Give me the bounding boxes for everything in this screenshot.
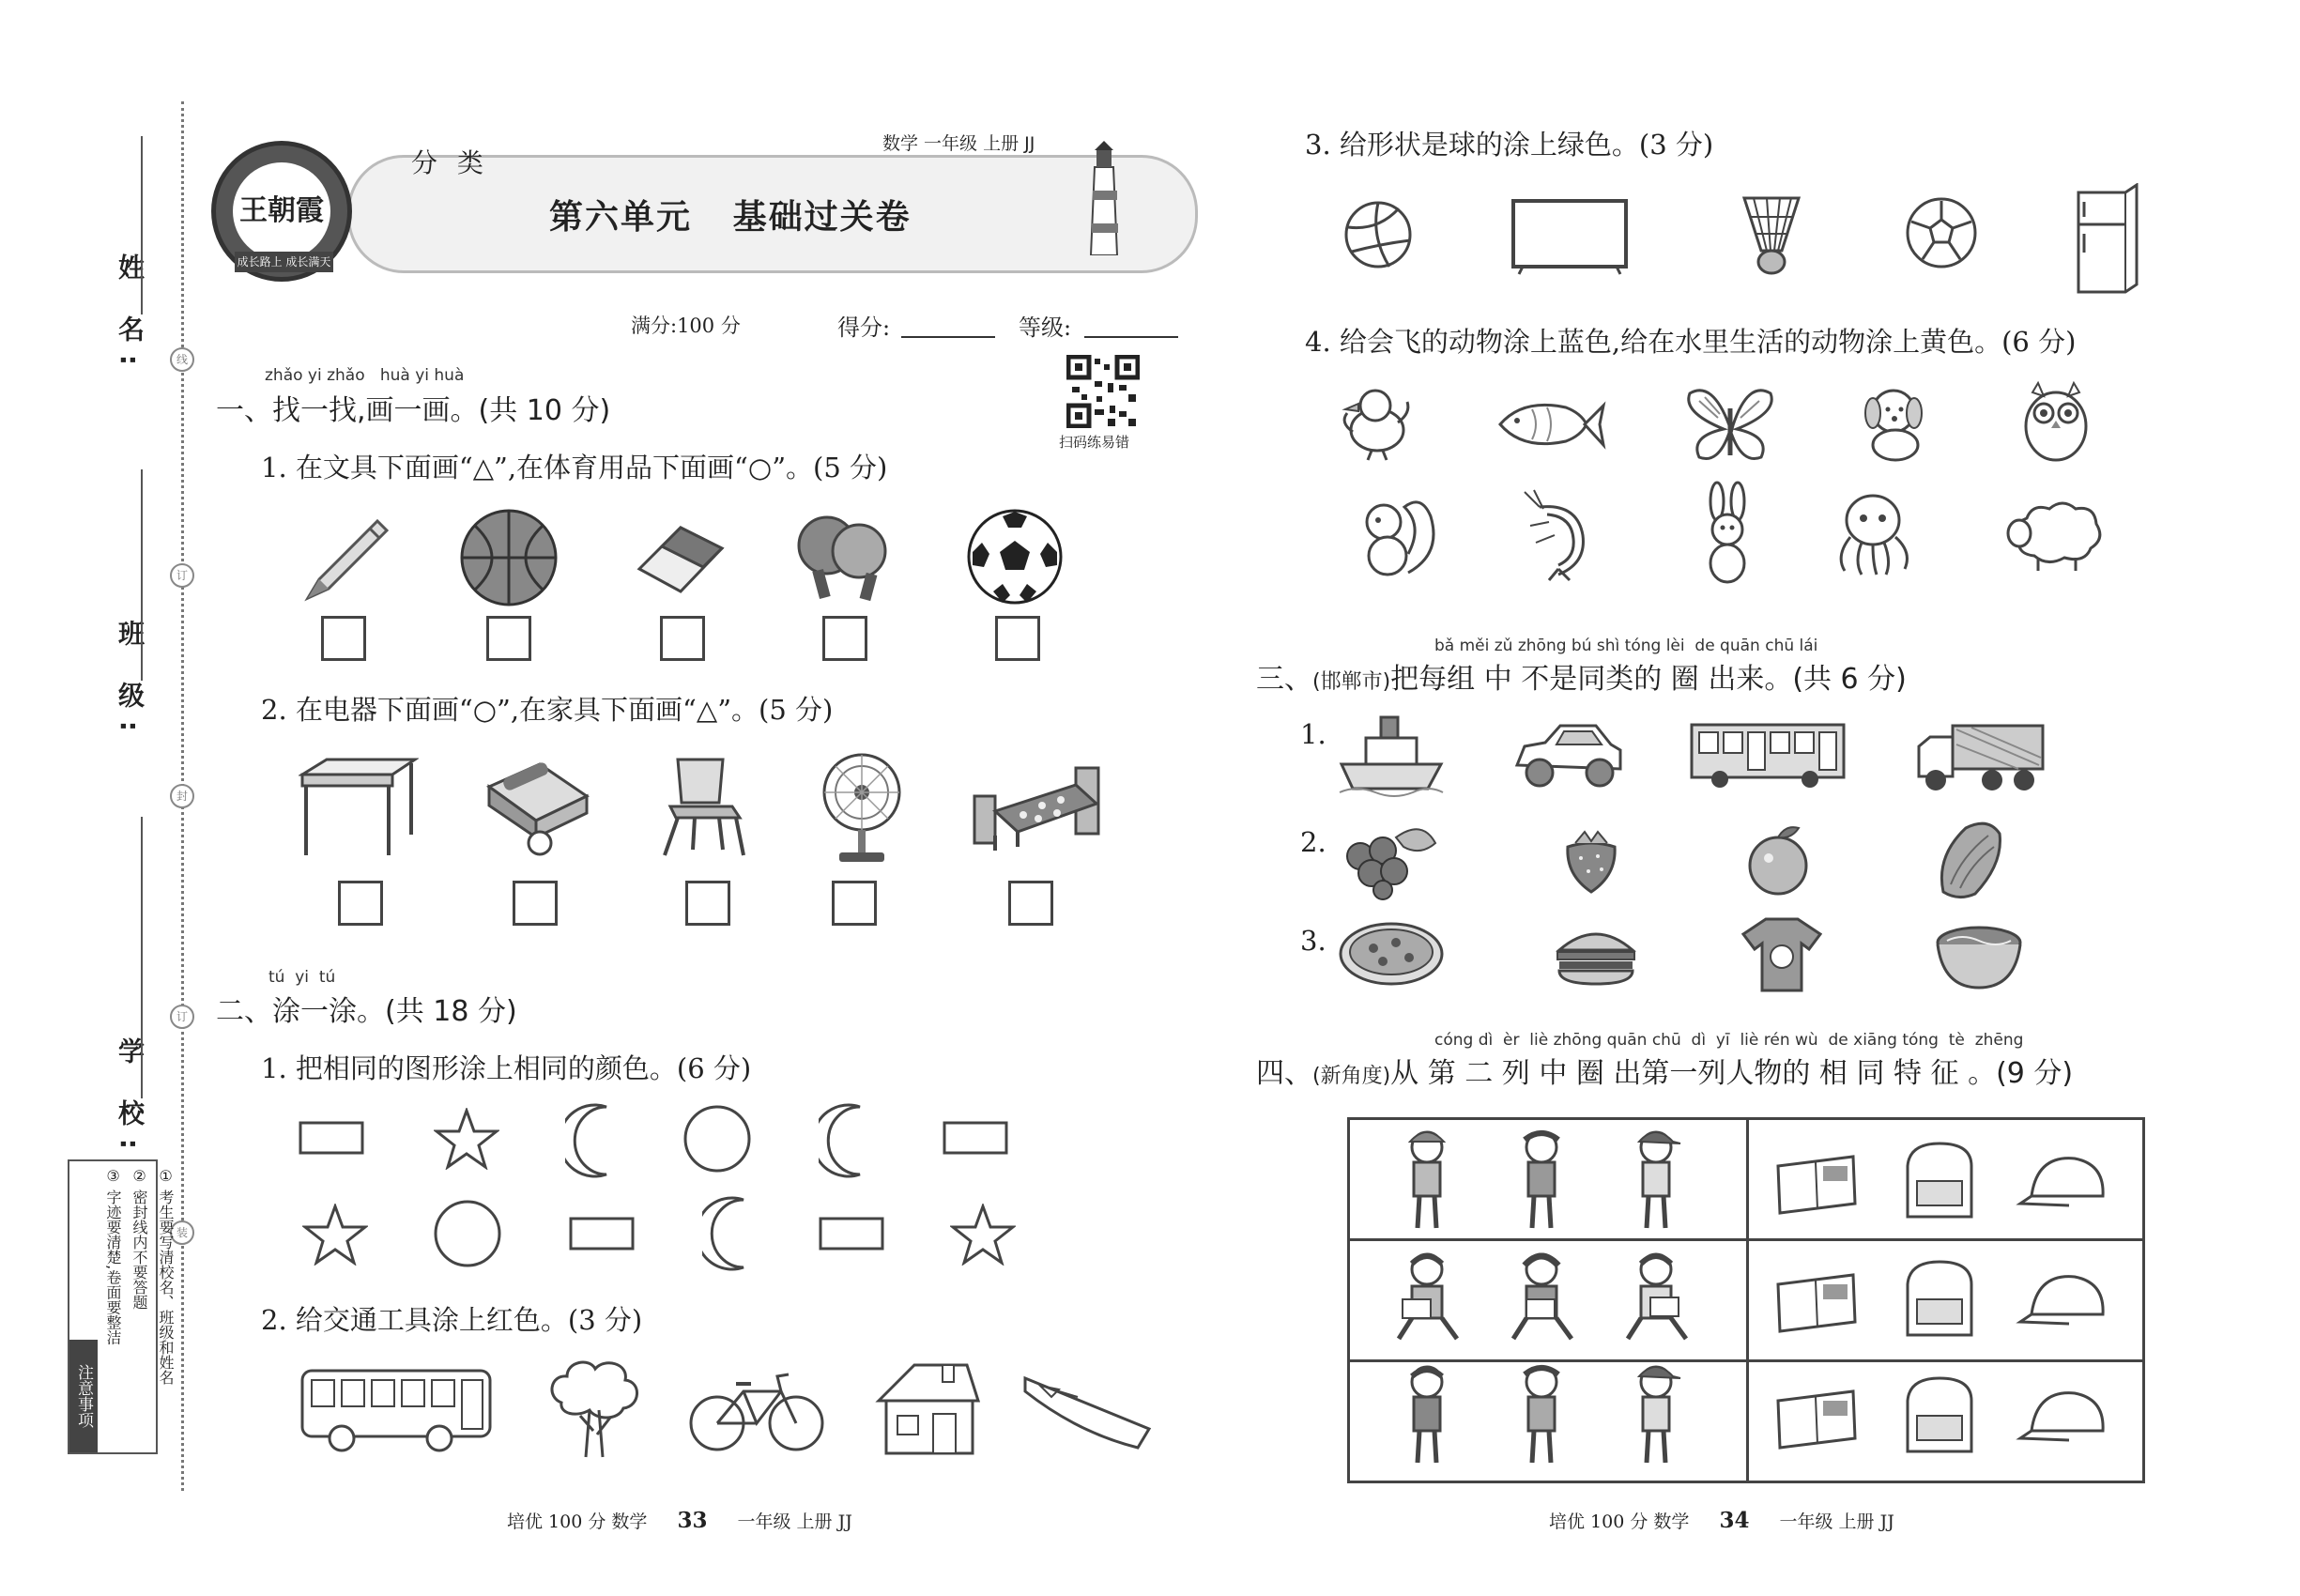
section2-pinyin: tú yi tú (268, 968, 336, 987)
bed-icon (967, 760, 1103, 854)
score-label: 得分: (837, 315, 891, 341)
name-blank[interactable] (141, 136, 143, 315)
pencil-icon (299, 512, 392, 606)
car-icon[interactable] (1511, 718, 1626, 791)
answer-box[interactable] (685, 881, 730, 926)
question-2-2: 2. 给交通工具涂上红色。(3 分) (261, 1304, 643, 1336)
crescent-shape[interactable] (565, 1103, 621, 1178)
people-row-3 (1389, 1358, 1709, 1468)
page-title: 第六单元 基础过关卷 (549, 198, 912, 237)
puppy-icon[interactable] (1854, 385, 1931, 464)
sheep-icon[interactable] (2004, 496, 2108, 575)
orange-icon[interactable] (1744, 822, 1812, 898)
group-number: 2. (1300, 826, 1326, 858)
footer-left-suffix: 一年级 上册 JJ (737, 1512, 852, 1532)
circle-shape[interactable] (432, 1198, 503, 1269)
notice-item: ① 考生要写清校名、班级和姓名 (157, 1167, 175, 1386)
child-with-cap-icon (1410, 1132, 1444, 1228)
circle-shape[interactable] (682, 1103, 753, 1174)
people-row-1 (1389, 1123, 1709, 1234)
star-shape[interactable] (434, 1108, 499, 1170)
school-label: 学 校: (115, 1037, 146, 1162)
lighthouse-icon (1087, 139, 1121, 255)
answer-box[interactable] (1008, 881, 1053, 926)
section4-region: (新角度) (1312, 1065, 1391, 1088)
footer-left (507, 1508, 852, 1533)
subject-line: 数学 一年级 上册 JJ (882, 133, 1035, 154)
boy-reading-icon (1399, 1254, 1457, 1339)
octopus-icon[interactable] (1826, 490, 1920, 578)
boat-icon[interactable] (1021, 1373, 1153, 1451)
girl-icon (1525, 1367, 1558, 1463)
backpack-icon[interactable] (1908, 1143, 1971, 1217)
class-blank[interactable] (141, 469, 143, 681)
boy-with-cap-icon (1639, 1367, 1680, 1463)
grade-blank[interactable] (1084, 336, 1178, 338)
footer-left-prefix: 培优 100 分 数学 (507, 1512, 648, 1532)
section1-title: 一、找一找,画一画。(共 10 分) (216, 394, 611, 427)
full-score: 满分:100 分 (631, 315, 741, 337)
book-icon[interactable] (1778, 1157, 1855, 1213)
rectangle-shape[interactable] (569, 1215, 636, 1254)
people-row-2 (1389, 1241, 1709, 1352)
boy-reading-icon (1628, 1254, 1686, 1339)
score-blank[interactable] (901, 336, 995, 338)
items-row-3 (1774, 1373, 2122, 1457)
section4-text: 从 第 二 列 中 圈 出第一列人物的 相 同 特 征 。(9 分) (1390, 1057, 2074, 1090)
bicycle-icon[interactable] (687, 1369, 826, 1455)
section4-pinyin: cóng dì èr liè zhōng quān chū dì yī liè rén wù de xiāng tóng tè zhēng (1434, 1031, 2024, 1050)
notice-items (100, 1167, 178, 1385)
question-1-2: 2. 在电器下面画“○”,在家具下面画“△”。(5 分) (261, 694, 834, 726)
group-number: 3. (1300, 925, 1326, 957)
cabbage-icon[interactable] (1934, 819, 2005, 899)
answer-box[interactable] (321, 616, 366, 661)
logo-ribbon: 成长路上 成长满天 (235, 252, 333, 272)
refrigerator-icon[interactable] (2075, 183, 2140, 296)
items-row-1 (1774, 1138, 2122, 1222)
noodle-bowl-icon[interactable] (1934, 920, 2024, 991)
qr-caption: 扫码练易错 (1059, 434, 1130, 451)
section1-pinyin: zhǎo yi zhǎo huà yi huà (265, 366, 465, 385)
section4-title (1256, 1050, 2073, 1091)
fish-icon[interactable] (1495, 394, 1607, 454)
boy-with-cap-icon (1639, 1132, 1680, 1228)
binding-mark: 订 (170, 1005, 194, 1029)
answer-box[interactable] (822, 616, 867, 661)
star-shape[interactable] (302, 1204, 368, 1266)
bus-icon[interactable] (299, 1363, 494, 1453)
squirrel-icon[interactable] (1352, 488, 1436, 582)
answer-box[interactable] (513, 881, 558, 926)
section3-pinyin: bǎ měi zǔ zhōng bú shì tóng lèi de quān chū lái (1434, 637, 1818, 655)
ping-pong-paddle-icon (793, 512, 895, 606)
telephone-icon (483, 759, 591, 857)
star-shape[interactable] (950, 1204, 1016, 1266)
ship-icon[interactable] (1338, 712, 1446, 798)
girl-icon (1525, 1132, 1558, 1228)
chair-icon (657, 756, 746, 859)
question-1-1: 1. 在文具下面画“△”,在体育用品下面画“○”。(5 分) (261, 452, 888, 483)
footer-right-prefix: 培优 100 分 数学 (1549, 1512, 1690, 1532)
answer-box[interactable] (486, 616, 531, 661)
section3-title (1256, 655, 1907, 697)
soccer-ball-icon (965, 507, 1065, 606)
binding-mark: 封 (170, 784, 194, 808)
grade-label: 等级: (1019, 315, 1072, 341)
soccer-ball-icon[interactable] (1904, 195, 1979, 270)
television-icon[interactable] (1510, 197, 1630, 276)
question-2-4: 4. 给会飞的动物涂上蓝色,给在水里生活的动物涂上黄色。(6 分) (1305, 326, 2077, 358)
strawberry-icon[interactable] (1560, 826, 1622, 896)
rectangle-shape[interactable] (819, 1215, 886, 1254)
eraser-icon (634, 514, 728, 599)
crescent-shape[interactable] (819, 1103, 875, 1178)
pizza-icon[interactable] (1338, 918, 1446, 990)
question-2-1: 1. 把相同的图形涂上相同的颜色。(6 分) (261, 1052, 752, 1084)
binding-mark: 装 (170, 1220, 194, 1245)
butterfly-icon[interactable] (1680, 380, 1778, 470)
crescent-shape[interactable] (702, 1196, 759, 1271)
backpack-icon[interactable] (1908, 1262, 1971, 1335)
hamburger-icon[interactable] (1554, 922, 1638, 988)
items-row-2 (1774, 1256, 2122, 1341)
answer-box[interactable] (660, 616, 705, 661)
boy-icon (1412, 1367, 1442, 1463)
rectangle-shape[interactable] (299, 1119, 366, 1159)
logo-text: 王朝霞 (233, 162, 330, 260)
backpack-icon[interactable] (1908, 1378, 1971, 1451)
cap-icon[interactable] (2020, 1159, 2103, 1205)
notice-box (68, 1159, 175, 1454)
notice-title: 注意事项 (69, 1340, 98, 1452)
section3-region: (邯郸市) (1312, 670, 1391, 694)
category-label: 分 类 (411, 147, 489, 178)
footer-right-suffix: 一年级 上册 JJ (1779, 1512, 1894, 1532)
name-label: 姓 名: (115, 253, 146, 378)
shuttlecock-icon[interactable] (1739, 192, 1804, 277)
class-label: 班 级: (115, 620, 146, 744)
notice-item: ② 密封线内不要答题 (130, 1167, 148, 1311)
shrimp-icon[interactable] (1521, 488, 1596, 582)
cap-icon[interactable] (2020, 1277, 2103, 1324)
tree-icon[interactable] (543, 1356, 646, 1461)
book-icon[interactable] (1778, 1275, 1855, 1331)
page-number-left: 33 (677, 1508, 708, 1533)
section3-number: 三、 (1256, 663, 1312, 696)
section4-number: 四、 (1256, 1057, 1312, 1090)
owl-icon[interactable] (2014, 379, 2098, 466)
rabbit-icon[interactable] (1694, 481, 1760, 586)
footer-right (1549, 1508, 1894, 1533)
answer-box[interactable] (832, 881, 877, 926)
group-number: 1. (1300, 718, 1326, 750)
answer-box[interactable] (338, 881, 383, 926)
question-2-3: 3. 给形状是球的涂上绿色。(3 分) (1305, 129, 1714, 161)
qr-code-icon[interactable] (1066, 355, 1140, 428)
truck-icon[interactable] (1915, 718, 2047, 795)
volleyball-icon[interactable] (1342, 199, 1414, 270)
answer-box[interactable] (995, 616, 1040, 661)
section2-title: 二、涂一涂。(共 18 分) (216, 995, 517, 1028)
bird-icon[interactable] (1338, 385, 1413, 462)
book-icon[interactable] (1778, 1391, 1855, 1448)
notice-item: ③ 字迹要清楚,卷面要整洁 (104, 1167, 122, 1345)
page-number-right: 34 (1719, 1508, 1750, 1533)
house-icon[interactable] (873, 1359, 984, 1457)
electric-fan-icon (815, 751, 909, 866)
table-icon (299, 756, 419, 859)
grapes-icon[interactable] (1338, 819, 1441, 901)
girl-reading-icon (1513, 1254, 1572, 1339)
binding-mark: 线 (170, 347, 194, 372)
basketball-icon (458, 507, 560, 608)
section3-text: 把每组 中 不是同类的 圈 出来。(共 6 分) (1390, 663, 1907, 696)
school-blank[interactable] (141, 817, 143, 1098)
cap-icon[interactable] (2020, 1393, 2103, 1440)
bus-icon[interactable] (1688, 721, 1848, 789)
rectangle-shape[interactable] (943, 1119, 1010, 1159)
t-shirt-icon[interactable] (1741, 915, 1822, 994)
binding-mark: 订 (170, 563, 194, 588)
